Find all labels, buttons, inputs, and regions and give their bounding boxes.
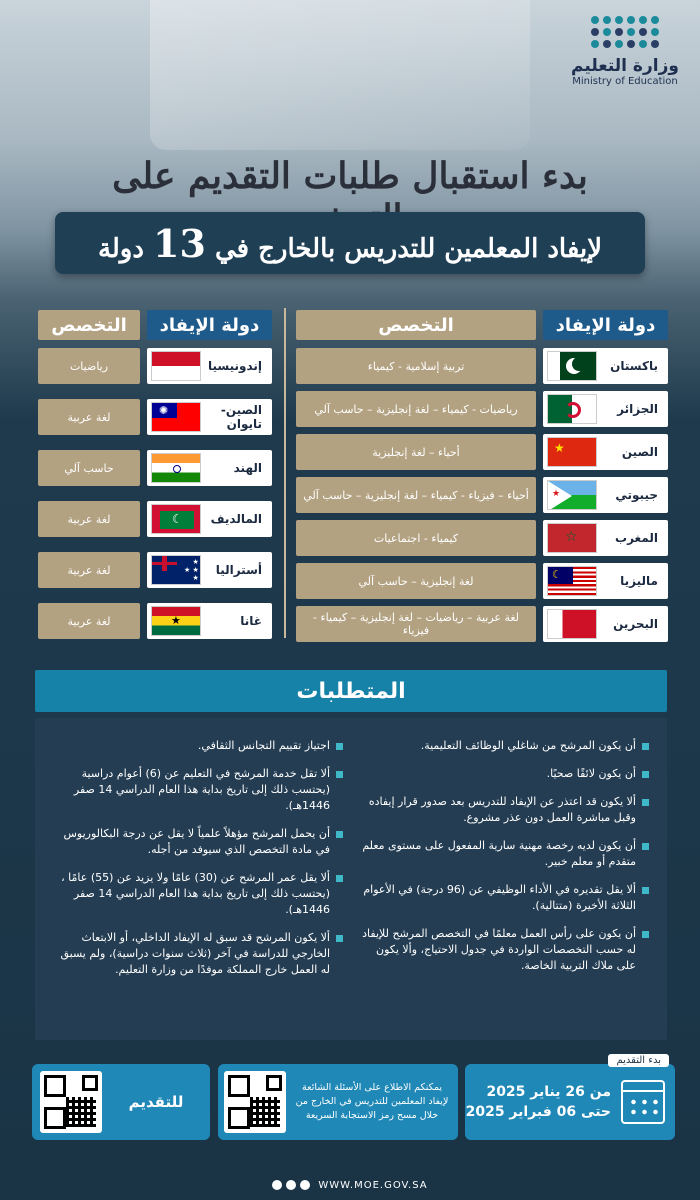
table-row-spec: لغة إنجليزية – حاسب آلي — [296, 563, 536, 599]
bullet-icon — [336, 771, 343, 778]
bullet-icon — [642, 799, 649, 806]
table-row-malaysia — [543, 563, 668, 599]
country-name: إندونيسيا — [207, 359, 262, 373]
list-item: اجتياز تقييم التجانس الثقافي. — [53, 738, 343, 754]
morocco-flag-icon: ☆ — [547, 523, 597, 553]
list-item: أن يكون على رأس العمل معلمًا في التخصص المرشح للإيفاد له حسب التخصصات الواردة في جدول الاحتياج، وألا يكون على ملاك التربية الخاصة. — [359, 926, 649, 974]
table-row-djibouti — [543, 477, 668, 513]
country-name: المالديف — [210, 512, 262, 526]
table-row-spec: حاسب آلي — [38, 450, 140, 486]
logo-dots-icon — [570, 16, 680, 48]
background-laptop — [150, 0, 530, 150]
china-flag-icon: ★ — [547, 437, 597, 467]
table-row-bahrain — [543, 606, 668, 642]
list-item: ألا يكون المرشح قد سبق له الإيفاد الداخلي، أو الابتعاث الخارجي للدراسة في آخر (ثلاث سنوات دراسية)، ولم يسبق له العمل خارج المملكة موفدًا من وزارة التعليم. — [53, 930, 343, 978]
faq-text: يمكنكم الاطلاع على الأسئلة الشائعة لإيفاد المعلمين للتدريس في الخارج من خلال مسح رمز الاستجابة السريعة — [295, 1082, 449, 1121]
logo-english: Ministry of Education — [572, 76, 678, 87]
table-row-china — [543, 434, 668, 470]
table-row-india — [147, 450, 272, 486]
right-spec-header: التخصص — [296, 310, 536, 340]
left-country-header: دولة الإيفاد — [147, 310, 272, 340]
bullet-icon — [336, 831, 343, 838]
table-row-taiwan — [147, 399, 272, 435]
social-icons — [272, 1180, 310, 1190]
algeria-flag-icon — [547, 394, 597, 424]
subtitle — [98, 221, 602, 266]
list-item: ألا يقل عمر المرشح عن (30) عامًا ولا يزيد عن (55) عامًا ، (يحتسب ذلك إلى تاريخ بداية هذا العام الدراسي 14 صفر 1446هـ). — [53, 870, 343, 918]
bullet-icon — [642, 743, 649, 750]
bullet-icon — [336, 743, 343, 750]
apply-qr-code-icon[interactable] — [40, 1071, 102, 1133]
malaysia-flag-icon: ☾ — [547, 566, 597, 596]
country-name: الصين-تايوان — [220, 403, 262, 431]
date-to: حتى 06 فبراير 2025 — [465, 1104, 611, 1120]
left-spec-header: التخصص — [38, 310, 140, 340]
table-row-spec: لغة عربية – رياضيات – لغة إنجليزية – كيمياء - فيزياء — [296, 606, 536, 642]
table-row-spec: لغة عربية — [38, 399, 140, 435]
country-name: ماليزيا — [620, 574, 658, 588]
website-link[interactable]: WWW.MOE.GOV.SA — [318, 1179, 428, 1191]
table-row-spec: لغة عربية — [38, 501, 140, 537]
subtitle-box — [55, 212, 645, 274]
logo-arabic: وزارة التعليم — [571, 56, 679, 76]
country-name: باكستان — [610, 359, 658, 373]
country-name: الصين — [621, 445, 658, 459]
bullet-icon — [642, 843, 649, 850]
faq-qr-code-icon[interactable] — [224, 1071, 286, 1133]
table-row-morocco — [543, 520, 668, 556]
subtitle-number: 13 — [153, 220, 206, 266]
header — [0, 0, 700, 300]
faq-card[interactable] — [218, 1064, 458, 1140]
country-name: جيبوتي — [615, 488, 658, 502]
india-flag-icon — [151, 453, 201, 483]
right-country-header: دولة الإيفاد — [543, 310, 668, 340]
list-item: ألا يكون قد اعتذر عن الإيفاد للتدريس بعد صدور قرار إيفاده وقبل مباشرة العمل دون عذر مشروع. — [359, 794, 649, 826]
bullet-icon — [642, 771, 649, 778]
apply-card[interactable] — [32, 1064, 210, 1140]
table-row-spec: أحياء – فيزياء - كيمياء – لغة إنجليزية – حاسب آلي — [296, 477, 536, 513]
list-item: أن يكون لديه رخصة مهنية سارية المفعول على مستوى معلم متقدم أو معلم خبير. — [359, 838, 649, 870]
table-row-pakistan — [543, 348, 668, 384]
social-icon[interactable] — [286, 1180, 296, 1190]
bullet-icon — [336, 875, 343, 882]
bullet-icon — [642, 931, 649, 938]
maldives-flag-icon: ☾ — [151, 504, 201, 534]
table-row-spec: رياضيات - كيمياء – لغة إنجليزية – حاسب آلي — [296, 391, 536, 427]
table-divider — [284, 308, 286, 638]
page-title: بدء استقبال طلبات التقديم على — [112, 155, 588, 197]
calendar-icon — [621, 1080, 665, 1124]
table-row-australia — [147, 552, 272, 588]
table-row-spec: لغة عربية — [38, 603, 140, 639]
country-name: المغرب — [615, 531, 658, 545]
list-item: أن يكون لائقًا صحيًا. — [359, 766, 649, 782]
list-item: ألا تقل خدمة المرشح في التعليم عن (6) أعوام دراسية (يحتسب ذلك إلى تاريخ بداية هذا العام الدراسي 14 صفر 1446هـ). — [53, 766, 343, 814]
indonesia-flag-icon — [151, 351, 201, 381]
table-row-indonesia — [147, 348, 272, 384]
australia-flag-icon: ★ ★ ★ ★ — [151, 555, 201, 585]
bullet-icon — [336, 935, 343, 942]
pakistan-flag-icon — [547, 351, 597, 381]
table-row-algeria — [543, 391, 668, 427]
bahrain-flag-icon — [547, 609, 597, 639]
date-range — [466, 1082, 611, 1122]
date-badge: بدء التقديم — [608, 1054, 669, 1067]
country-name: البحرين — [613, 617, 658, 631]
requirements-right — [359, 738, 649, 986]
list-item: أن يحمل المرشح مؤهلاً علمياً لا يقل عن درجة البكالوريوس في مادة التخصص الذي سيوفد من أجله. — [53, 826, 343, 858]
table-row-spec: أحياء – لغة إنجليزية — [296, 434, 536, 470]
table-row-spec: تربية إسلامية - كيمياء — [296, 348, 536, 384]
subtitle-post: دولة — [97, 233, 144, 264]
requirements-left — [53, 738, 343, 990]
table-row-spec: كيمياء - اجتماعيات — [296, 520, 536, 556]
subtitle-pre: لإيفاد المعلمين للتدريس بالخارج في — [214, 233, 603, 264]
list-item: ألا يقل تقديره في الأداء الوظيفي عن (96 درجة) في الأعوام الثلاثة الأخيرة (متتالية). — [359, 882, 649, 914]
ministry-logo — [570, 16, 680, 106]
djibouti-flag-icon: ★ — [547, 480, 597, 510]
social-icon[interactable] — [300, 1180, 310, 1190]
table-row-ghana — [147, 603, 272, 639]
apply-label: للتقديم — [128, 1093, 184, 1111]
requirements-box — [35, 718, 667, 1040]
requirements-title: المتطلبات — [35, 670, 667, 712]
country-name: الجزائر — [617, 402, 658, 416]
table-row-maldives — [147, 501, 272, 537]
social-icon[interactable] — [272, 1180, 282, 1190]
country-name: الهند — [233, 461, 262, 475]
list-item: أن يكون المرشح من شاغلي الوظائف التعليمية. — [359, 738, 649, 754]
date-from: من 26 يناير 2025 — [486, 1084, 611, 1100]
taiwan-flag-icon: ✺ — [151, 402, 201, 432]
table-row-spec: رياضيات — [38, 348, 140, 384]
date-card — [465, 1055, 675, 1140]
bullet-icon — [642, 887, 649, 894]
country-name: أستراليا — [215, 563, 262, 577]
table-row-spec: لغة عربية — [38, 552, 140, 588]
country-name: غانا — [240, 614, 262, 628]
footer — [0, 1170, 700, 1200]
ghana-flag-icon: ★ — [151, 606, 201, 636]
